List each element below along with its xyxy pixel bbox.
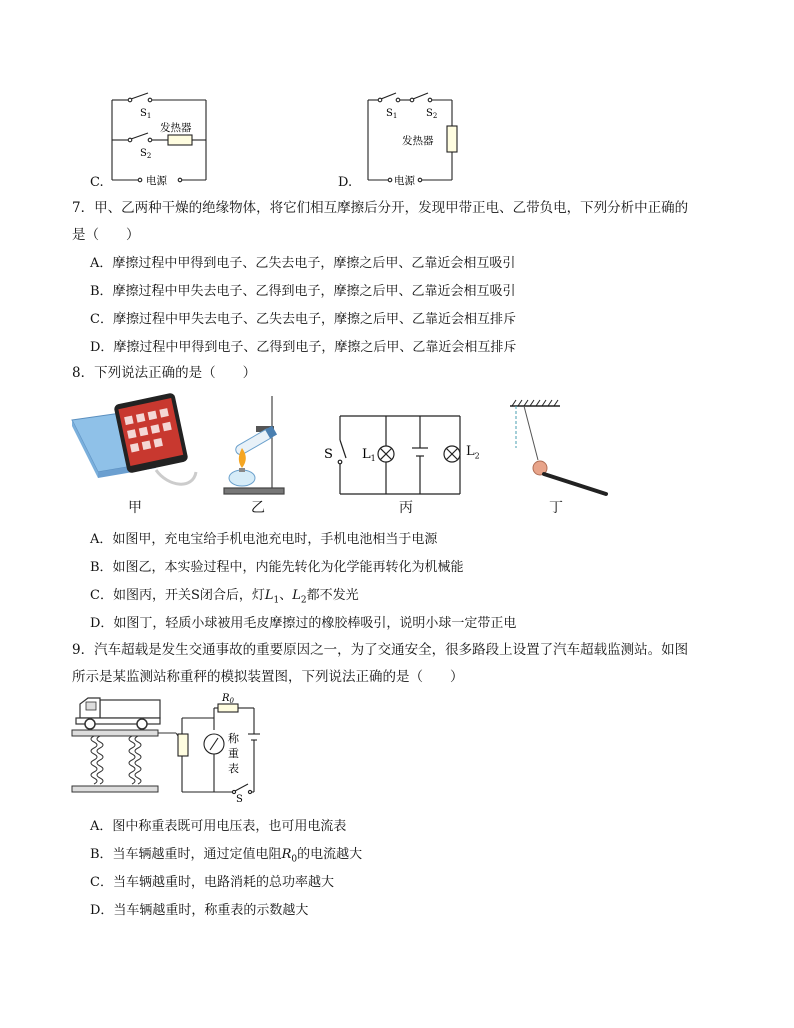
q7-option-c[interactable]: C．摩擦过程中甲失去电子、乙失去电子，摩擦之后甲、乙靠近会相互排斥 bbox=[90, 312, 516, 327]
q8-stem: 8．下列说法正确的是（ ） bbox=[72, 365, 257, 381]
q7-option-d[interactable]: D．摩擦过程中甲得到电子、乙得到电子，摩擦之后甲、乙靠近会相互排斥 bbox=[90, 340, 517, 355]
q8-figure-jia bbox=[68, 392, 203, 500]
q9-option-b[interactable]: B．当车辆越重时，通过定值电阻$R_0$的电流越大 bbox=[90, 847, 363, 865]
q6-circuit-c bbox=[100, 90, 230, 190]
q8-option-d[interactable]: D．如图丁，轻质小球被用毛皮摩擦过的橡胶棒吸引，说明小球一定带正电 bbox=[90, 616, 517, 631]
q8-option-a[interactable]: A．如图甲，充电宝给手机电池充电时，手机电池相当于电源 bbox=[90, 532, 438, 547]
q9-meter-label-2: 重 bbox=[228, 747, 239, 760]
q8-option-b[interactable]: B．如图乙，本实验过程中，内能先转化为化学能再转化为机械能 bbox=[90, 560, 464, 575]
c-s2-label: $S_2$ bbox=[140, 148, 152, 160]
q8-option-c[interactable]: C．如图丙，开关S闭合后，灯$L_1$、$L_2$都不发光 bbox=[90, 588, 359, 606]
bing-s-label: S bbox=[324, 447, 333, 462]
q9-figure bbox=[68, 690, 278, 802]
c-heater-label: 发热器 bbox=[160, 122, 192, 134]
d-s2-label: $S_2$ bbox=[426, 108, 438, 120]
q7-stem-line1: 7．甲、乙两种干燥的绝缘物体，将它们相互摩擦后分开，发现甲带正电、乙带负电，下列分析中正确的 bbox=[72, 200, 689, 216]
d-s1-label: $S_1$ bbox=[386, 108, 398, 120]
q9-option-c[interactable]: C．当车辆越重时，电路消耗的总功率越大 bbox=[90, 875, 334, 890]
q7-option-a[interactable]: A．摩擦过程中甲得到电子、乙失去电子，摩擦之后甲、乙靠近会相互吸引 bbox=[90, 256, 516, 271]
q9-stem-line1: 9．汽车超载是发生交通事故的重要原因之一，为了交通安全，很多路段上设置了汽车超载监测站。如图 bbox=[72, 642, 689, 658]
q7-stem bbox=[72, 195, 732, 249]
q9-s-label: S bbox=[236, 794, 243, 802]
q8-figure-yi bbox=[220, 392, 300, 500]
q9-meter-label-3: 表 bbox=[228, 762, 239, 775]
q7-option-b[interactable]: B．摩擦过程中甲失去电子、乙得到电子，摩擦之后甲、乙靠近会相互吸引 bbox=[90, 284, 516, 299]
q8-figure-bing bbox=[320, 410, 470, 502]
q8-label-jia: 甲 bbox=[128, 500, 142, 516]
q6-circuit-d bbox=[360, 88, 480, 190]
bing-l1-label: $L_1$ bbox=[362, 447, 376, 463]
c-power-label: 电源 bbox=[146, 175, 167, 187]
d-power-label: 电源 bbox=[394, 175, 415, 187]
q9-meter-label-1: 称 bbox=[228, 732, 239, 745]
q9-r0-label: $R_0$ bbox=[222, 693, 234, 705]
c-s1-label: $S_1$ bbox=[140, 108, 152, 120]
q6-option-d-letter: D. bbox=[338, 175, 353, 190]
q9-option-d[interactable]: D．当车辆越重时，称重表的示数越大 bbox=[90, 903, 309, 918]
q8-figure-ding bbox=[500, 398, 620, 502]
q7-stem-line2: 是（ ） bbox=[72, 227, 140, 243]
q8-label-bing: 丙 bbox=[399, 500, 413, 516]
bing-l2-label: $L_2$ bbox=[466, 444, 480, 461]
q8-label-ding: 丁 bbox=[549, 500, 563, 516]
q9-stem-line2: 所示是某监测站称重秤的模拟装置图，下列说法正确的是（ ） bbox=[72, 669, 464, 685]
q9-stem bbox=[72, 637, 732, 691]
q8-label-yi: 乙 bbox=[251, 500, 265, 516]
q6-option-c-letter: C. bbox=[90, 175, 104, 190]
d-heater-label: 发热器 bbox=[402, 135, 434, 147]
q9-option-a[interactable]: A．图中称重表既可用电压表，也可用电流表 bbox=[90, 819, 347, 834]
